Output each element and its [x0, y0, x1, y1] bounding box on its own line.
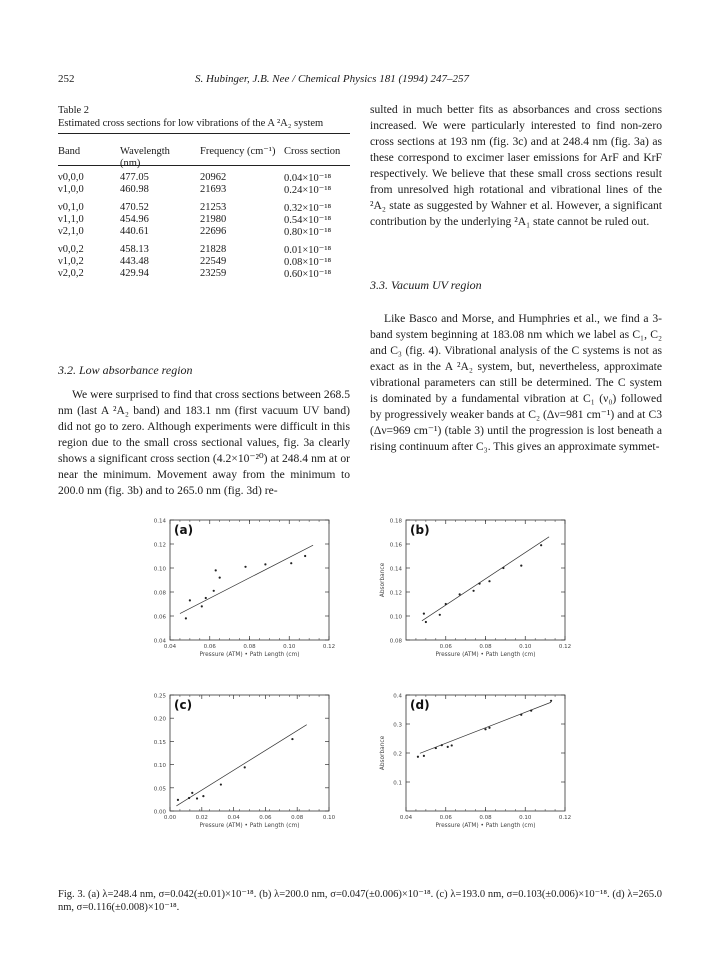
table-cell-frequency: 21828 [200, 244, 227, 255]
chart-panel-c [132, 687, 337, 835]
data-point [451, 744, 453, 746]
x-tick-label: 0.06 [203, 644, 216, 650]
x-tick-label: 0.12 [558, 815, 572, 821]
table-cell-cross-section: 0.04×10⁻¹⁸ [284, 173, 332, 184]
y-tick-label: 0.08 [153, 590, 166, 597]
table-cell-cross-section: 0.80×10⁻¹⁸ [284, 227, 332, 238]
data-point [244, 766, 246, 768]
y-tick-label: 0.25 [153, 693, 166, 700]
data-point [290, 562, 292, 564]
fit-line [180, 545, 313, 613]
table-cell-wavelength: 440.61 [120, 226, 149, 237]
table-cell-band: ν1,0,2 [58, 256, 84, 267]
fit-line [422, 537, 549, 621]
table-cell-cross-section: 0.32×10⁻¹⁸ [284, 203, 332, 214]
data-point [472, 590, 474, 592]
table-cell-frequency: 20962 [200, 172, 227, 183]
y-tick-label: 0.10 [389, 614, 402, 621]
table-row [58, 256, 350, 268]
y-tick-label: 0.14 [389, 566, 402, 573]
x-tick-label: 0.02 [195, 815, 208, 821]
x-tick-label: 0.08 [479, 815, 492, 821]
table-cell-wavelength: 470.52 [120, 202, 149, 213]
y-tick-label: 0.3 [393, 722, 402, 729]
x-axis-label: Pressure (ATM) • Path Length (cm) [199, 823, 300, 829]
data-point [520, 565, 522, 567]
fit-line [176, 725, 306, 806]
y-tick-label: 0.4 [393, 693, 402, 700]
table-cell-band: ν1,1,0 [58, 214, 84, 225]
plot-frame [406, 520, 565, 640]
y-tick-label: 0.18 [389, 518, 402, 525]
table-cell-band: ν2,1,0 [58, 226, 84, 237]
data-point [264, 563, 266, 565]
table-row [58, 172, 350, 184]
y-tick-label: 0.20 [153, 716, 166, 723]
y-tick-label: 0.12 [153, 542, 166, 549]
x-tick-label: 0.08 [243, 644, 256, 650]
table-caption: Estimated cross sections for low vibrations of the A ²A₂ system [58, 118, 324, 129]
x-tick-label: 0.08 [291, 815, 304, 821]
x-tick-label: 0.04 [399, 815, 413, 821]
table-cell-frequency: 22549 [200, 256, 227, 267]
data-point [447, 746, 449, 748]
table-cell-wavelength: 429.94 [120, 268, 149, 279]
table-cell-band: ν1,0,0 [58, 184, 84, 195]
x-tick-label: 0.06 [439, 815, 452, 821]
y-tick-label: 0.00 [153, 809, 166, 816]
data-point [291, 738, 293, 740]
y-tick-label: 0.16 [389, 542, 402, 549]
data-point [202, 795, 204, 797]
data-point [478, 583, 480, 585]
data-point [205, 597, 207, 599]
data-point [201, 605, 203, 607]
plot-frame [406, 695, 565, 811]
data-point [215, 569, 217, 571]
data-point [423, 755, 425, 757]
data-point [177, 799, 179, 801]
x-tick-label: 0.12 [558, 644, 572, 650]
x-tick-label: 0.00 [163, 815, 177, 821]
data-point [435, 747, 437, 749]
column-header-wavelength: Wavelength (nm) [120, 146, 170, 169]
table-cell-wavelength: 454.96 [120, 214, 149, 225]
table-row [58, 184, 350, 196]
x-tick-label: 0.12 [322, 644, 336, 650]
panel-label: (c) [174, 698, 193, 712]
right-paragraph-1: sulted in much better fits as absorbances and cross sections increased. We were particularly interested to find non-zero cross sections at 193 nm (fig. 3c) and at 248.4 nm (fig. 3a) as these correspond to excimer laser emissions for ArF and KrF respectively. We believe that these small cross sections result from unresolved high rotational and vibrational lines of the ²A₂ state as suggested by Wahner et al. However, a significant contribution by the underlying ²A₁ state cannot be ruled out. [370, 103, 662, 228]
section-title-low-absorbance: 3.2. Low absorbance region [58, 363, 193, 377]
data-point [196, 797, 198, 799]
y-tick-label: 0.12 [389, 590, 402, 597]
panel-label: (d) [410, 698, 430, 712]
data-point [191, 792, 193, 794]
x-axis-label: Pressure (ATM) • Path Length (cm) [435, 652, 536, 658]
data-point [484, 728, 486, 730]
data-point [185, 617, 187, 619]
data-point [417, 756, 419, 758]
table-cell-wavelength: 460.98 [120, 184, 149, 195]
section-title-vacuum-uv: 3.3. Vacuum UV region [370, 278, 482, 292]
y-tick-label: 0.10 [153, 566, 166, 573]
data-point [188, 797, 190, 799]
table-cell-band: ν0,1,0 [58, 202, 84, 213]
table-row [58, 226, 350, 238]
y-tick-label: 0.08 [389, 638, 402, 645]
column-header-cross-section: Cross section [284, 146, 341, 157]
x-tick-label: 0.06 [259, 815, 272, 821]
data-point [445, 603, 447, 605]
x-tick-label: 0.04 [163, 644, 177, 650]
y-tick-label: 0.06 [153, 614, 166, 621]
data-point [189, 599, 191, 601]
left-paragraph: We were surprised to find that cross sections between 268.5 nm (last A ²A₂ band) and 183.1 nm (first vacuum UV band) did not go to zero. Although experiments were difficult in this region due to the small cross sectional values, fig. 3a clearly shows a significant cross section (4.2×10⁻²⁰) at 248.4 nm at or near the minimum. Movement away from the minimum to 200.0 nm (fig. 3b) and to 265.0 nm (fig. 3d) re- [58, 388, 350, 497]
running-head: S. Hubinger, J.B. Nee / Chemical Physics 181 (1994) 247–257 [195, 73, 470, 85]
y-axis-label: Absorbance [380, 735, 386, 771]
table-cell-frequency: 21980 [200, 214, 227, 225]
chart-panel-d [368, 687, 573, 835]
table-cell-cross-section: 0.01×10⁻¹⁸ [284, 245, 332, 256]
data-point [423, 613, 425, 615]
data-point [530, 710, 532, 712]
table-header-rule [58, 165, 350, 166]
column-header-band: Band [58, 146, 81, 157]
x-tick-label: 0.10 [519, 815, 532, 821]
data-point [439, 614, 441, 616]
x-tick-label: 0.10 [519, 644, 532, 650]
page-number: 252 [58, 73, 75, 85]
table-cell-cross-section: 0.08×10⁻¹⁸ [284, 257, 332, 268]
y-tick-label: 0.2 [393, 751, 402, 758]
table-cell-frequency: 23259 [200, 268, 227, 279]
right-paragraph-2: Like Basco and Morse, and Humphries et al., we find a 3-band system beginning at 183.08 nm which we label as C₁, C₂ and C₃ (fig. 4). Vibrational analysis of the C systems is not as exact as in the A ²A₂ system, but, nevertheless, approximate vibrational parameters can still be determined. The C system is dominated by a fundamental vibration at C₁ (ν₀) followed by progressively weaker bands at C₂ (Δν=981 cm⁻¹) and at C3 (Δν=969 cm⁻¹) (table 3) until the progression is lost beneath a rising continuum after C₃. This gives an approximate symmet- [370, 312, 662, 453]
table-cell-wavelength: 443.48 [120, 256, 149, 267]
table-cell-cross-section: 0.60×10⁻¹⁸ [284, 269, 332, 280]
data-point [220, 783, 222, 785]
table-caption-block [58, 104, 350, 130]
x-tick-label: 0.08 [479, 644, 492, 650]
table-cell-cross-section: 0.24×10⁻¹⁸ [284, 185, 332, 196]
y-tick-label: 0.05 [153, 786, 166, 793]
table-cell-band: ν0,0,0 [58, 172, 84, 183]
table-row [58, 268, 350, 280]
data-point [502, 567, 504, 569]
data-point [304, 555, 306, 557]
data-point [425, 621, 427, 623]
x-tick-label: 0.10 [283, 644, 296, 650]
plot-frame [170, 695, 329, 811]
table-row [58, 202, 350, 214]
data-point [488, 580, 490, 582]
chart-panel-a [132, 512, 337, 664]
column-header-frequency: Frequency (cm⁻¹) [200, 146, 276, 157]
y-tick-label: 0.04 [153, 638, 166, 645]
data-point [520, 714, 522, 716]
table-cell-cross-section: 0.54×10⁻¹⁸ [284, 215, 332, 226]
chart-panel-b [368, 512, 573, 664]
table-cell-frequency: 21693 [200, 184, 227, 195]
table-label: Table 2 [58, 105, 90, 116]
data-point [213, 590, 215, 592]
data-point [488, 727, 490, 729]
x-tick-label: 0.10 [322, 815, 336, 821]
x-axis-label: Pressure (ATM) • Path Length (cm) [435, 823, 536, 829]
table-cell-band: ν0,0,2 [58, 244, 84, 255]
table-cell-wavelength: 458.13 [120, 244, 149, 255]
panel-label: (b) [410, 523, 430, 537]
x-axis-label: Pressure (ATM) • Path Length (cm) [199, 652, 300, 658]
y-tick-label: 0.15 [153, 739, 166, 746]
y-tick-label: 0.1 [393, 780, 402, 787]
x-tick-label: 0.04 [227, 815, 240, 821]
table-cell-wavelength: 477.05 [120, 172, 149, 183]
table-cell-frequency: 21253 [200, 202, 227, 213]
table-row [58, 244, 350, 256]
table-top-rule [58, 133, 350, 134]
table-cell-frequency: 22696 [200, 226, 227, 237]
y-axis-label: Absorbance [380, 562, 386, 598]
figure-caption: Fig. 3. (a) λ=248.4 nm, σ=0.042(±0.01)×10⁻¹⁸. (b) λ=200.0 nm, σ=0.047(±0.006)×10⁻¹⁸. (c) λ=193.0 nm, σ=0.103(±0.006)×10⁻¹⁸. (d) λ=265.0 nm, σ=0.116(±0.008)×10⁻¹⁸. [58, 889, 662, 913]
data-point [244, 566, 246, 568]
panel-label: (a) [174, 523, 194, 537]
data-point [540, 544, 542, 546]
table-row [58, 214, 350, 226]
x-tick-label: 0.06 [439, 644, 452, 650]
y-tick-label: 0.14 [153, 518, 166, 525]
data-point [441, 744, 443, 746]
plot-frame [170, 520, 329, 640]
data-point [550, 700, 552, 702]
table-cell-band: ν2,0,2 [58, 268, 84, 279]
data-point [219, 577, 221, 579]
data-point [459, 593, 461, 595]
y-tick-label: 0.10 [153, 763, 166, 770]
